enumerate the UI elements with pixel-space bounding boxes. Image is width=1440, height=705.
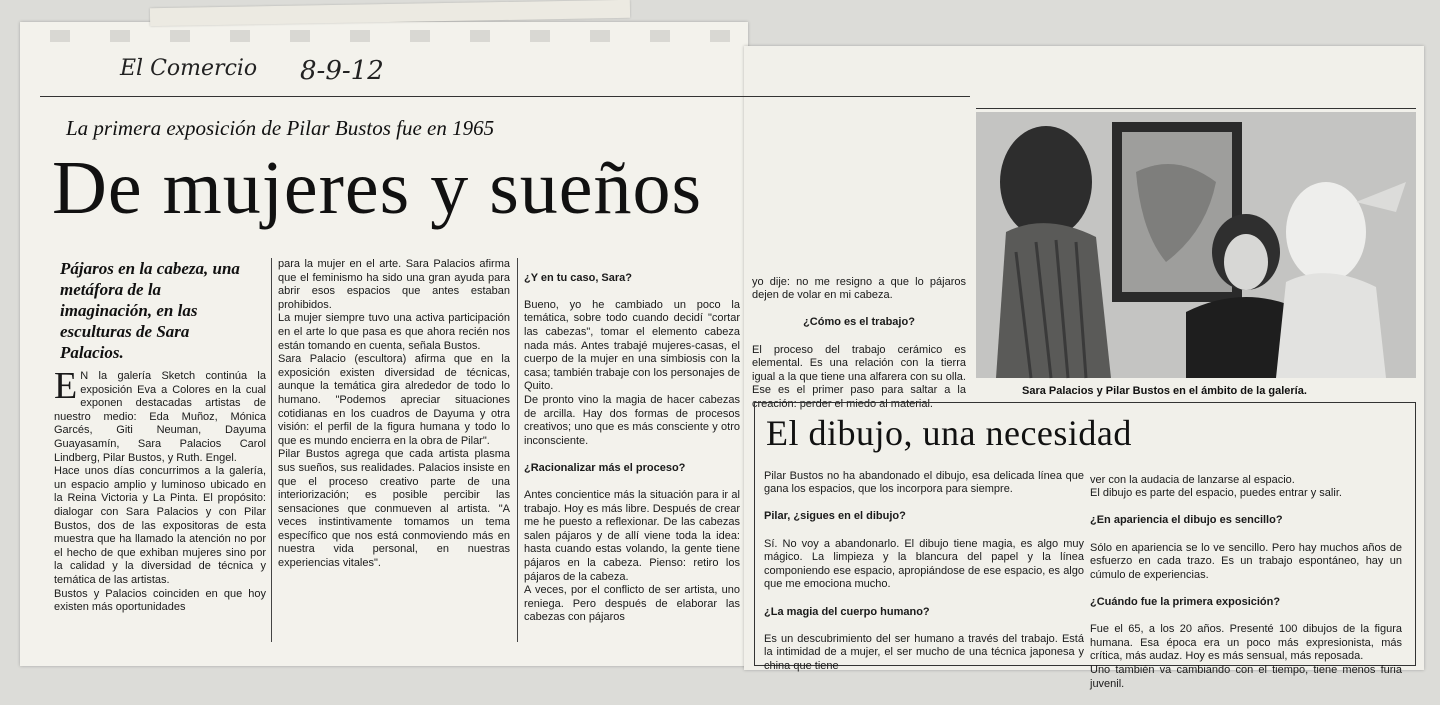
drop-cap: E [54, 365, 78, 407]
question-heading: ¿La magia del cuerpo humano? [764, 605, 930, 618]
answer-text: Fue el 65, a los 20 años. Presenté 100 dibujos de la figura humana. Esa época era un poco más expresionista, más crítica, más audaz. Hoy es más sensual, más reposada. Uno también va cambiando con el tiempo, tiene menos furia juvenil. [1090, 623, 1402, 690]
continued-text: ver con la audacia de lanzarse al espacio. El dibujo es parte del espacio, puedes entrar y salir. [1090, 473, 1342, 500]
continued-text: yo dije: no me resigno a que lo pájaros dejen de volar en mi cabeza. [752, 275, 966, 302]
top-rule [40, 96, 970, 97]
question-heading: Pilar, ¿sigues en el dibujo? [764, 510, 906, 523]
article-column-4 [752, 262, 966, 410]
photo-caption: Sara Palacios y Pilar Bustos en el ámbito de la galería. [1022, 385, 1307, 397]
photo-top-rule [976, 108, 1416, 109]
question-heading: ¿Y en tu caso, Sara? [524, 271, 633, 284]
question-heading: ¿Racionalizar más el proceso? [524, 461, 686, 474]
perforation-mark [110, 30, 130, 42]
headline: De mujeres y sueños [52, 146, 703, 230]
answer-text: Es un descubrimiento del ser humano a través del trabajo. Está la intimidad de a mujer, el ser mucho de una técnica japonesa y china que tiene [764, 632, 1084, 672]
article-column-3 [524, 258, 740, 648]
perforation-mark [350, 30, 370, 42]
sidebar-lead: Pilar Bustos no ha abandonado el dibujo, esa delicada línea que gana los espacios, que los incorpora para siempre. [764, 469, 1084, 496]
perforation-mark [590, 30, 610, 42]
perforation-mark [650, 30, 670, 42]
column-rule [271, 258, 272, 642]
perforation-mark [470, 30, 490, 42]
deck: Pájaros en la cabeza, una metáfora de la imaginación, en las esculturas de Sara Palacios. [60, 259, 240, 362]
kicker: La primera exposición de Pilar Bustos fue en 1965 [66, 116, 495, 140]
answer-text: Bueno, yo he cambiado un poco la temática, sobre todo cuando decidí "cortar las cabezas", tomar el elemento cabeza nada más. Antes trabajé mujeres-casas, el cuerpo de la mujer en una simbiosis con la casa; también trabaje con los personajes de Quito. De pronto vino la magia de hacer cabezas de arcilla. Hay dos formas de procesos creativos; uno que es más consciente y otro inconsciente. [524, 298, 740, 447]
question-heading: ¿Cuándo fue la primera exposición? [1090, 595, 1281, 608]
sidebar-title: El dibujo, una necesidad [766, 413, 1132, 453]
answer-text: Antes concientice más la situación para ir al trabajo. Hoy es más libre. Después de crear me he puesto a reflexionar. De las cabezas salen pájaros y de allí viene toda la idea: hasta cuando estas volando, la gente tiene pájaros en la cabeza. Pienso: retiro los pájaros de la cabeza. A veces, por el conflicto de ser artista, uno reniega. Pero después de elaborar las cabezas con pájaros [524, 489, 740, 624]
perforation-mark [530, 30, 550, 42]
question-heading: ¿Cómo es el trabajo? [803, 316, 915, 329]
answer-text: El proceso del trabajo cerámico es elemental. Es una relación con la tierra igual a la que tiene una alfarera con su olla. Ese es el primer paso para saltar a la creación: perder el miedo al material. [752, 343, 966, 410]
perforation-mark [710, 30, 730, 42]
handwritten-newspaper-name: El Comercio [120, 56, 258, 81]
answer-text: Sólo en apariencia se lo ve sencillo. Pero hay muchos años de esfuerzo en cada trazo. Es un trabajo espontáneo, hay un cúmulo de experiencias. [1090, 541, 1402, 581]
article-text: N la galería Sketch continúa la exposición Eva a Colores en la cual exponen destacadas artistas de nuestro medio: Eda Muñoz, Mónica Garcés, Giti Neuman, Dayuma Guayasamín, Sara Palacios Carol Lindberg, Pilar Bustos, y Ruth. Engel. Hace unos días concurrimos a la galería, un espacio amplio y luminoso ubicado en la Reina Victoria y La Pinta. El propósito: dialogar con Sara Palacios y con Pilar Bustos, dos de las expositoras de esta muestra que ha llamado la atención no por el hecho de que exhiban mujeres sino por la calidad y la diversidad de técnica y temática de las artistas. Bustos y Palacios coinciden en que hoy existen más oportunidades [54, 370, 266, 614]
handwritten-date: 8-9-12 [300, 56, 384, 86]
perforation-mark [230, 30, 250, 42]
perforation-mark [50, 30, 70, 42]
perforation-mark [410, 30, 430, 42]
perforation-mark [290, 30, 310, 42]
answer-text: Sí. No voy a abandonarlo. El dibujo tiene magia, es algo muy mágico. La limpieza y la blancura del papel y la línea componiendo ese espacio, apropiándose de ese espacio, es algo que me emociona mucho. [764, 537, 1084, 591]
perforation-mark [170, 30, 190, 42]
sidebar-column-right [1090, 460, 1402, 690]
article-column-2: para la mujer en el arte. Sara Palacios afirma que el feminismo ha sido una gran ayuda para abrir esos espacios que antes estaban prohibidos. La mujer siempre tuvo una activa participación en el arte lo que pasa es que ahora recién nos están tomando en cuenta, señala Bustos. Sara Palacio (escultora) afirma que en la exposición existen diversidad de técnicas, aunque la temática gira alrededor de todo lo humano. "Podemos apreciar situaciones cotidianas en los cuadros de Dayuma y otra visión: el perfil de la figura humana y todo lo que es mundo encierra en la obra de Pilar". Pilar Bustos agrega que cada artista plasma sus sueños, sus realidades. Palacios insiste en que el proceso creativo parte de una interiorización; es posible percibir las sensaciones que conmueven al artista. "A veces instintivamente tomamos un tema específico que nos está conmoviendo más en nuestra vida personal, en nuestras experiencias vitales". [278, 258, 510, 570]
question-heading: ¿En apariencia el dibujo es sencillo? [1090, 514, 1283, 527]
photo-illustration [976, 112, 1416, 378]
article-column-1 [54, 365, 266, 640]
photo [976, 112, 1416, 378]
sidebar-column-left [764, 456, 1084, 672]
column-rule [517, 258, 518, 642]
